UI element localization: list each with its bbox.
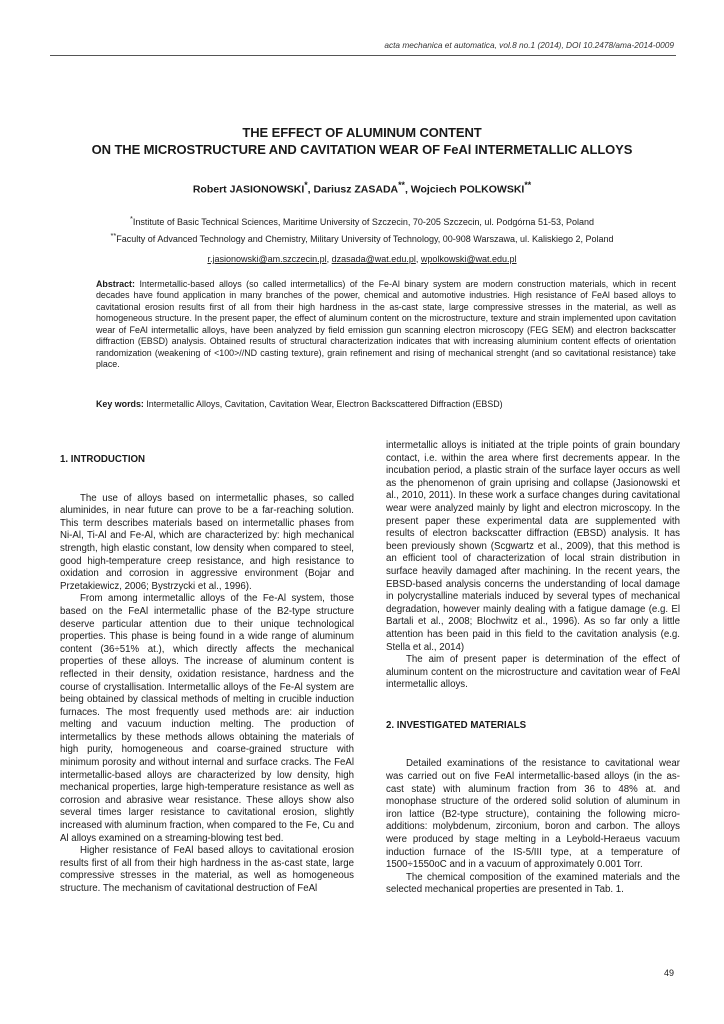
author-2: Dariusz ZASADA — [313, 183, 399, 196]
journal-reference: acta mechanica et automatica, vol.8 no.1 (2014), DOI 10.2478/ama-2014-0009 — [384, 40, 674, 50]
materials-paragraph-2: The chemical composition of the examined materials and the selected mechanical properties are presented in Tab. 1. — [386, 871, 680, 896]
left-column — [60, 440, 354, 896]
affiliation-2-mark: ** — [110, 231, 117, 240]
keywords-label: Key words: — [96, 399, 144, 409]
author-separator: , — [404, 183, 411, 196]
affiliation-1 — [40, 212, 684, 229]
keywords — [96, 399, 676, 410]
intro-paragraph-3: Higher resistance of FeAl based alloys to cavitational erosion results first of all from their high hardness in the as-cast state, large compressive stresses in the material, as well as homogeneous structure. The mechanism of cavitational destruction of FeAl — [60, 845, 354, 894]
affiliation-1-text: Institute of Basic Technical Sciences, Maritime University of Szczecin, 70-205 Szczecin, ul. Podgórna 51-53, Poland — [132, 217, 594, 227]
email-link-1[interactable]: r.jasionowski@am.szczecin.pl — [207, 254, 327, 264]
author-1: Robert JASIONOWSKI — [192, 183, 305, 196]
keywords-text: Intermetallic Alloys, Cavitation, Cavitation Wear, Electron Backscattered Diffraction (EBSD) — [146, 399, 503, 409]
email-separator: , — [415, 254, 421, 264]
intro-paragraph-continued: intermetallic alloys is initiated at the triple points of grain boundary contact, i.e. within the area where first decrements appear. In the incubation period, a plastic strain of the surface layer occurs as well as the phenomenon of grain uprising and collapse (Jasionowski et al., 2010, 2011). In these work a surface changes during cavitational wear were analyzed mainly by light and electron microscopy. In the present paper these experimental data are supplemented with results of electron backscatter diffraction (EBSD) analysis. It has been previously shown (Scgwartz et al., 2009), that this method is an efficient tool of characterization of local strain distribution in surface heavily damaged after machining. In the recent years, the EBSD-based analysis concerns the understanding of local damage in polycrystalline materials induced by several types of mechanical degradation, however mainly dealing with a fatigue damage (e.g. El Bartali et al., 2008; Blochwitz et al., 1996). As so far only a little attention has been paid in this field to the cavitation analysis (e.g. Stella et al., 2014) — [386, 440, 680, 653]
author-list — [40, 180, 684, 196]
materials-paragraph-1: Detailed examinations of the resistance to cavitational wear was carried out on five FeAl intermetallic-based alloys (in the as-cast state) with aluminum fraction from 36 to 48% at. and monophase structure of the ordered solid solution of aluminum in iron lattice (B2-type structure), containing the following micro-additions: molybdenum, zirconium, boron and carbon. The alloys were produced by stage melting in a Leybold-Heraeus vacuum induction furnace of the IS-5/III type, at a temperature of 1500÷1550oC and in a vacuum of approximately 0.001 Torr. — [386, 758, 680, 871]
section-heading-investigated-materials: 2. INVESTIGATED MATERIALS — [386, 719, 527, 731]
intro-paragraph-aim: The aim of present paper is determination of the effect of aluminum content on the microstructure and cavitation wear of FeAl intermetallic alloys. — [386, 654, 680, 691]
abstract-label: Abstract: — [96, 279, 135, 289]
affiliations — [40, 212, 684, 246]
right-column — [386, 440, 680, 897]
abstract — [96, 279, 676, 371]
header-divider — [50, 55, 676, 56]
author-3: Wojciech POLKOWSKI — [410, 183, 525, 196]
author-emails — [40, 254, 684, 264]
email-link-3[interactable]: wpolkowski@wat.edu.pl — [420, 254, 517, 264]
author-separator: , — [307, 183, 314, 196]
paper-title — [40, 124, 684, 158]
title-line-1: THE EFFECT OF ALUMINUM CONTENT — [242, 125, 482, 140]
email-separator: , — [326, 254, 332, 264]
page-number: 49 — [663, 968, 674, 978]
abstract-text: Intermetallic-based alloys (so called intermetallics) of the Fe-Al binary system are modern construction materials, which in recent decades have found application in many branches of the power, chemical and automotive industries. High resistance of FeAl based alloys to cavitational erosion results first of all from their high hardness in the as-cast state, large compressive stresses in the material, as well as homogeneous structure. In the present paper, the effect of aluminum content on the microstructure, texture and strain implemented upon cavitation wear of FeAl intermetallic alloys, have been analyzed by field emission gun scanning electron microscopy (FEG SEM) and electron backscatter diffraction (EBSD) analysis. Obtained results of structural characterization indicates that with increasing aluminium content effects of orientation randomization (weakening of <100>//ND casting texture), grain refinement and rising of mechanical strenght (and so cavitational resistance) take place. — [96, 279, 676, 370]
author-2-affil-mark: ** — [398, 180, 405, 190]
affiliation-2 — [40, 229, 684, 246]
affiliation-1-mark: * — [130, 214, 133, 223]
affiliation-2-text: Faculty of Advanced Technology and Chemistry, Military University of Technology, 00-908 Warszawa, ul. Kaliskiego 2, Poland — [116, 234, 614, 244]
author-1-affil-mark: * — [304, 180, 308, 190]
email-link-2[interactable]: dzasada@wat.edu.pl — [331, 254, 416, 264]
intro-paragraph-1: The use of alloys based on intermetallic phases, so called aluminides, in near future can prove to be a far-reaching solution. This term describes materials based on intermetallic phases from Ni-Al, Ti-Al and Fe-Al, which are characterized by: high mechanical strength, high elastic constant, low density when compared to steel, good high-temperature creep resistance, and high resistance to oxidation and corrosion in aggressive environment (Bojar and Przetakiewicz, 2006; Bystrzycki et al., 1996). — [60, 492, 354, 592]
section-heading-introduction: 1. INTRODUCTION — [60, 454, 146, 465]
intro-paragraph-2: From among intermetallic alloys of the Fe-Al system, those based on the FeAl intermetallic phase of the B2-type structure deserve particular attention due to their unique technological properties. This phase is being found in a wide range of aluminum content (36÷51% at.), which directly affects the mechanical properties of these alloys. The increase of aluminum content is reflected in their density, oxidation resistance, hardness and the course of crystallisation. Intermetallic alloys of the Fe-Al system are being obtained by classical methods of melting in crucible induction furnaces. The most frequently used methods are: air induction melting and vacuum induction melting. The production of intermetallics by these methods allows obtaining the materials of high purity, homogeneous and coarse-grained structure with minimum porosity and without internal and surface cracks. The FeAl intermetallic-based alloys are characterized by low density, high mechanical properties, large high-temperature resistance as well as corrosion and abrasive wear resistance. These alloys show also several times larger resistance to cavitational erosion, slightly increased with aluminum fraction, when compared to the Fe, Cu and Al alloys examined on a streaming-blowing test bed. — [60, 593, 354, 844]
author-3-affil-mark: ** — [524, 180, 532, 190]
title-line-2: ON THE MICROSTRUCTURE AND CAVITATION WEAR OF FeAl INTERMETALLIC ALLOYS — [91, 142, 633, 157]
